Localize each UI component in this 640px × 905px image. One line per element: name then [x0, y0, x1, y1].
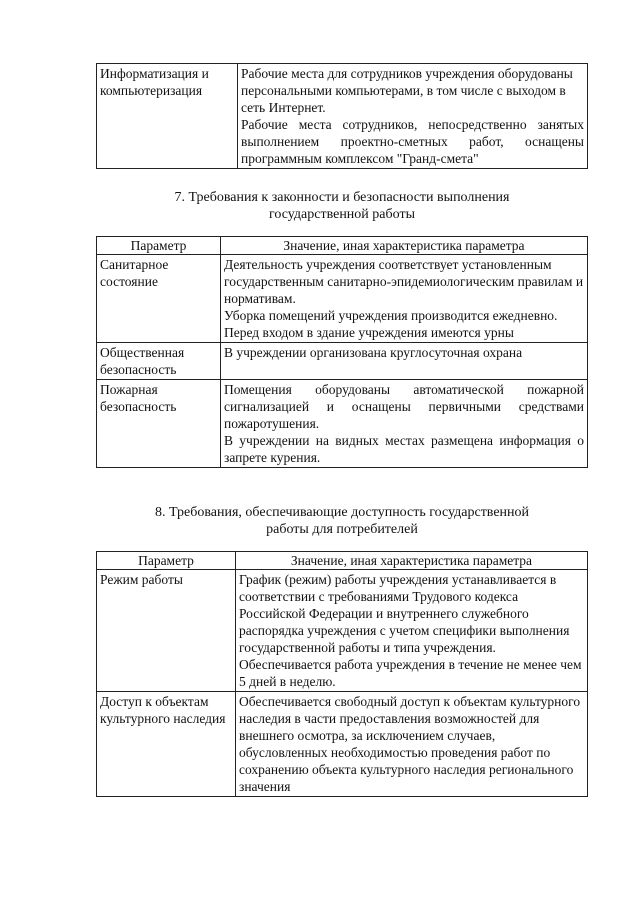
value-cell — [238, 64, 588, 169]
table-header-row — [97, 552, 588, 570]
value-line: Рабочие места сотрудников, непосредственно занятых выполнением проектно-сметных работ, оснащены программным комплексом "Гранд-смета" — [241, 117, 584, 166]
table-row — [97, 692, 588, 797]
section8-title-line2: работы для потребителей — [266, 522, 418, 537]
value-cell — [221, 343, 588, 380]
param-cell: Информатизация и компьютеризация — [97, 64, 238, 169]
section7-table — [96, 236, 588, 468]
value-cell — [236, 570, 588, 692]
value-line: Уборка помещений учреждения производится ежедневно. — [224, 308, 558, 323]
table-header-row — [97, 237, 588, 255]
param-cell: Санитарное состояние — [97, 255, 221, 343]
table-row — [97, 343, 588, 380]
value-line: График (режим) работы учреждения устанавливается в соответствии с требованиями Трудового кодекса Российской Федерации и внутреннего служебного распорядка учреждения с учетом специфики выполнения государственной работы и типа учреждения. — [239, 572, 570, 655]
value-cell — [221, 380, 588, 468]
value-line: Обеспечивается свободный доступ к объектам культурного наследия в части предоставления возможностей для внешнего осмотра, за исключением случаев, обусловленных необходимостью проведения работ по сохранению объекта культурного наследия регионального значения — [239, 694, 581, 794]
value-line: Деятельность учреждения соответствует установленным государственным санитарно-эпидемиологическим правилам и нормативам. — [224, 257, 584, 306]
param-cell: Пожарная безопасность — [97, 380, 221, 468]
section7-title-line1: 7. Требования к законности и безопасности выполнения — [174, 190, 510, 205]
value-line: Помещения оборудованы автоматической пожарной сигнализацией и оснащены первичными средствами пожаротушения. — [224, 382, 584, 431]
section8-table — [96, 551, 588, 797]
value-line: В учреждении организована круглосуточная охрана — [224, 345, 523, 360]
col-header-param: Параметр — [97, 237, 221, 255]
value-line: В учреждении на видных местах размещена информация о запрете курения. — [224, 433, 584, 465]
section8-title-line1: 8. Требования, обеспечивающие доступность государственной — [154, 505, 530, 520]
col-header-value: Значение, иная характеристика параметра — [236, 552, 588, 570]
param-cell: Режим работы — [97, 570, 236, 692]
section7-title-line2: государственной работы — [269, 207, 415, 222]
table-row — [97, 64, 588, 169]
value-cell — [236, 692, 588, 797]
table-row — [97, 255, 588, 343]
param-cell: Доступ к объектам культурного наследия — [97, 692, 236, 797]
informatization-table — [96, 63, 588, 169]
value-line: Обеспечивается работа учреждения в течение не менее чем 5 дней в неделю. — [239, 657, 582, 689]
value-line: Рабочие места для сотрудников учреждения оборудованы персональными компьютерами, в том числе с выходом в сеть Интернет. — [241, 66, 573, 115]
section7-heading — [96, 189, 588, 223]
section8-heading — [96, 504, 588, 538]
param-cell: Общественная безопасность — [97, 343, 221, 380]
col-header-value: Значение, иная характеристика параметра — [221, 237, 588, 255]
table-row — [97, 570, 588, 692]
table-row — [97, 380, 588, 468]
col-header-param: Параметр — [97, 552, 236, 570]
value-line: Перед входом в здание учреждения имеются урны — [224, 325, 514, 340]
value-cell — [221, 255, 588, 343]
